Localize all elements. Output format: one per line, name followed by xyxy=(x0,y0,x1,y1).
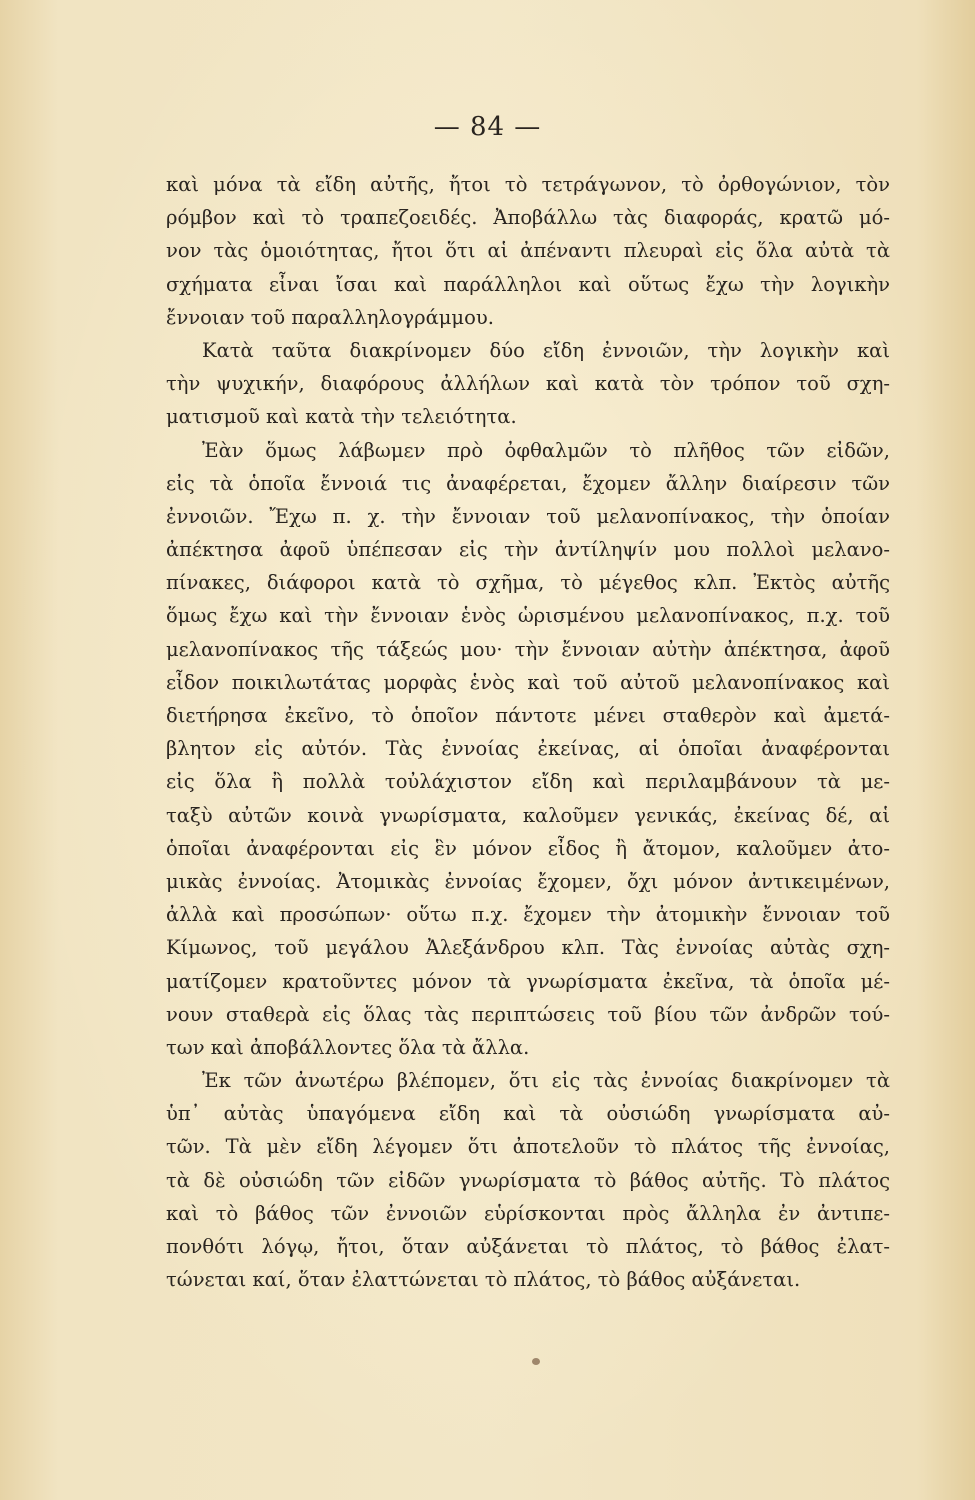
text-line: εἶδον ποικιλωτάτας μορφὰς ἑνὸς καὶ τοῦ αὐτοῦ μελανοπίνακος καὶ xyxy=(166,670,890,694)
text-line: μελανοπίνακος τῆς τάξεώς μου· τὴν ἔννοιαν αὐτὴν ἀπέκτησα, ἀφοῦ xyxy=(166,637,890,661)
paragraph-start-line: Ἐὰν ὅμως λάβωμεν πρὸ ὀφθαλμῶν τὸ πλῆθος τῶν εἰδῶν, xyxy=(202,438,890,462)
text-line: ὑπ᾿ αὐτὰς ὑπαγόμενα εἴδη καὶ τὰ οὐσιώδη γνωρίσματα αὐ- xyxy=(166,1102,890,1126)
text-line: καὶ μόνα τὰ εἴδη αὐτῆς, ἤτοι τὸ τετράγωνον, τὸ ὀρθογώνιον, τὸν xyxy=(166,173,890,196)
text-line: ὁποῖαι ἀναφέρονται εἰς ἓν μόνον εἶδος ἢ ἄτομον, καλοῦμεν ἀτο- xyxy=(166,836,890,860)
text-line: ἔννοιαν τοῦ παραλληλογράμμου. xyxy=(166,305,494,329)
text-line: εἰς ὅλα ἢ πολλὰ τοὐλάχιστον εἴδη καὶ περιλαμβάνουν τὰ με- xyxy=(166,770,890,794)
text-line: πίνακες, διάφοροι κατὰ τὸ σχῆμα, τὸ μέγεθος κλπ. Ἐκτὸς αὐτῆς xyxy=(166,571,890,595)
text-line: ἀλλὰ καὶ προσώπων· οὕτω π.χ. ἔχομεν τὴν ἀτομικὴν ἔννοιαν τοῦ xyxy=(166,903,890,927)
page-number: — 84 — xyxy=(433,112,542,142)
text-line: ἐννοιῶν. Ἔχω π. χ. τὴν ἔννοιαν τοῦ μελανοπίνακος, τὴν ὁποίαν xyxy=(166,504,890,528)
text-line: νον τὰς ὁμοιότητας, ἤτοι ὅτι αἱ ἀπέναντι πλευραὶ εἰς ὅλα αὐτὰ τὰ xyxy=(166,239,890,263)
paragraph-start-line: Ἐκ τῶν ἀνωτέρω βλέπομεν, ὅτι εἰς τὰς ἐννοίας διακρίνομεν τὰ xyxy=(202,1069,890,1093)
text-line: των καὶ ἀποβάλλοντες ὅλα τὰ ἄλλα. xyxy=(166,1035,530,1059)
text-line: μικὰς ἐννοίας. Ἀτομικὰς ἐννοίας ἔχομεν, ὄχι μόνον ἀντικειμένων, xyxy=(166,869,890,893)
text-line: τὰ δὲ οὐσιώδη τῶν εἰδῶν γνωρίσματα τὸ βάθος αὐτῆς. Τὸ πλάτος xyxy=(166,1168,890,1192)
paragraph-start-line: Κατὰ ταῦτα διακρίνομεν δύο εἴδη ἐννοιῶν, τὴν λογικὴν καὶ xyxy=(202,338,890,362)
text-line: καὶ τὸ βάθος τῶν ἐννοιῶν εὑρίσκονται πρὸς ἄλληλα ἐν ἀντιπε- xyxy=(166,1201,890,1225)
ink-speck xyxy=(532,1358,540,1365)
text-line: τὴν ψυχικήν, διαφόρους ἀλλήλων καὶ κατὰ τὸν τρόπον τοῦ σχη- xyxy=(166,372,890,396)
text-line: ἀπέκτησα ἀφοῦ ὑπέπεσαν εἰς τὴν ἀντίληψίν μου πολλοὶ μελανο- xyxy=(166,538,890,562)
text-line: ματισμοῦ καὶ κατὰ τὴν τελειότητα. xyxy=(166,405,517,429)
text-line: ὅμως ἔχω καὶ τὴν ἔννοιαν ἑνὸς ὡρισμένου μελανοπίνακος, π.χ. τοῦ xyxy=(166,604,890,628)
text-line: Κίμωνος, τοῦ μεγάλου Ἀλεξάνδρου κλπ. Τὰς ἐννοίας αὐτὰς σχη- xyxy=(166,936,890,960)
text-line: τώνεται καί, ὅταν ἐλαττώνεται τὸ πλάτος, τὸ βάθος αὐξάνεται. xyxy=(166,1268,801,1292)
text-line: διετήρησα ἐκεῖνο, τὸ ὁποῖον πάντοτε μένει σταθερὸν καὶ ἀμετά- xyxy=(166,704,890,727)
body-text xyxy=(166,168,890,1296)
text-line: βλητον εἰς αὐτόν. Τὰς ἐννοίας ἐκείνας, αἱ ὁποῖαι ἀναφέρονται xyxy=(166,737,890,761)
text-line: πονθότι λόγῳ, ἤτοι, ὅταν αὐξάνεται τὸ πλάτος, τὸ βάθος ἐλατ- xyxy=(166,1235,890,1258)
text-line: νουν σταθερὰ εἰς ὅλας τὰς περιπτώσεις τοῦ βίου τῶν ἀνδρῶν τού- xyxy=(166,1002,890,1026)
text-line: σχήματα εἶναι ἴσαι καὶ παράλληλοι καὶ οὕτως ἔχω τὴν λογικὴν xyxy=(166,272,890,296)
text-line: ματίζομεν κρατοῦντες μόνον τὰ γνωρίσματα ἐκεῖνα, τὰ ὁποῖα μέ- xyxy=(166,969,890,993)
text-line: εἰς τὰ ὁποῖα ἔννοιά τις ἀναφέρεται, ἔχομεν ἄλλην διαίρεσιν τῶν xyxy=(166,471,890,495)
text-line: τῶν. Τὰ μὲν εἴδη λέγομεν ὅτι ἀποτελοῦν τὸ πλάτος τῆς ἐννοίας, xyxy=(166,1135,890,1159)
text-line: ταξὺ αὐτῶν κοινὰ γνωρίσματα, καλοῦμεν γενικάς, ἐκείνας δέ, αἱ xyxy=(166,803,890,827)
text-line: ρόμβον καὶ τὸ τραπεζοειδές. Ἀποβάλλω τὰς διαφοράς, κρατῶ μό- xyxy=(166,206,890,230)
